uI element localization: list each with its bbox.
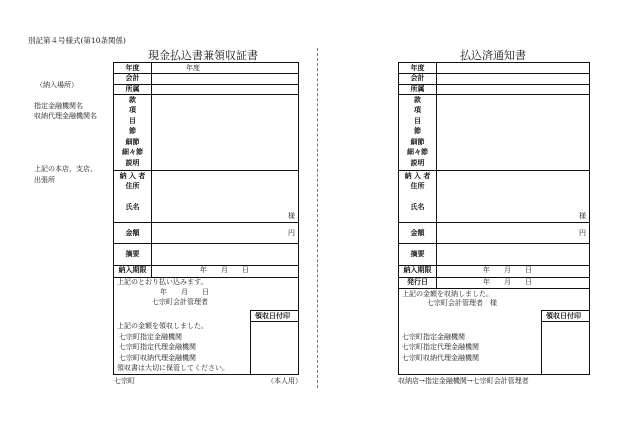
left-form-title: 現金払込書兼領収証書	[148, 49, 258, 62]
r-designated-bank: 七宗町指定金融機関	[402, 333, 465, 341]
r-deadline-label: 納入期限	[403, 266, 432, 274]
name-label: 氏名	[125, 203, 140, 211]
agent-bank-name-label: 収納代理金融機関名	[34, 112, 97, 120]
r-explanation-label: 説明	[410, 159, 425, 167]
left-footer-copy: （本人用）	[267, 377, 302, 385]
kou-label: 項	[129, 106, 136, 114]
deadline-value: 年 月 日	[200, 266, 249, 274]
keep-receipt-note: 領収書は大切に保管してください。	[117, 364, 229, 372]
r-yen-unit: 円	[579, 229, 586, 237]
received-statement: 上記の金額を領収しました。	[117, 322, 208, 330]
issue-date-label: 発行日	[407, 278, 428, 286]
r-receipt-stamp-label: 領収日付印	[546, 312, 581, 320]
saisaisetsu-label: 細々節	[122, 148, 143, 156]
r-kou-label: 項	[414, 106, 421, 114]
summary-label: 摘要	[125, 250, 140, 258]
r-collection-agent-bank: 七宗町収納代理金融機関	[402, 354, 479, 362]
payment-statement: 上記のとおり払い込みます。	[117, 278, 208, 286]
fiscal-year-label: 年度	[125, 64, 140, 72]
right-form-table	[398, 62, 590, 375]
right-form-title: 払込済通知書	[460, 49, 526, 62]
r-name-label: 氏名	[410, 203, 425, 211]
designated-bank: 七宗町指定金融機関	[119, 333, 182, 341]
r-summary-label: 摘要	[410, 250, 425, 258]
collection-agent-bank: 七宗町収納代理金融機関	[119, 354, 196, 362]
r-payer-label: 納 入 者	[404, 172, 431, 180]
left-footer-town: 七宗町	[114, 377, 135, 385]
issue-date-value: 年 月 日	[483, 278, 532, 286]
r-department-label: 所属	[410, 85, 425, 93]
address-label: 住所	[125, 182, 140, 190]
r-setsu-label: 節	[414, 127, 421, 135]
moku-label: 目	[129, 117, 136, 125]
r-amount-label: 金額	[410, 229, 425, 237]
right-footer-route: 収納店→指定金融機関→七宗町会計管理者	[398, 377, 529, 385]
kan-label: 款	[129, 96, 136, 104]
r-designated-agent-bank: 七宗町指定代理金融機関	[402, 343, 479, 351]
r-deadline-value: 年 月 日	[483, 266, 532, 274]
receipt-stamp-label: 領収日付印	[255, 312, 290, 320]
honorific-sama: 様	[288, 212, 295, 220]
r-kan-label: 款	[414, 96, 421, 104]
cut-line	[317, 48, 318, 388]
payment-place-label: （納入場所）	[36, 81, 78, 89]
left-form-table	[113, 62, 299, 375]
amount-label: 金額	[125, 229, 140, 237]
treasurer-name: 七宗町会計管理者	[152, 298, 208, 306]
receipt-stamp-box	[250, 310, 299, 375]
r-received-statement: 上記の金額を収納しました。	[402, 290, 493, 298]
bank-name-label: 指定金融機関名	[34, 102, 83, 110]
r-treasurer-name: 七宗町会計管理者 様	[427, 299, 497, 307]
department-label: 所属	[125, 85, 140, 93]
branch-label-1: 上記の本店、支店、	[34, 165, 97, 173]
deadline-label: 納入期限	[118, 266, 147, 274]
fiscal-year-value: 年度	[186, 64, 200, 72]
payer-label: 納 入 者	[119, 172, 146, 180]
yen-unit: 円	[288, 229, 295, 237]
designated-agent-bank: 七宗町指定代理金融機関	[119, 343, 196, 351]
explanation-label: 説明	[125, 159, 140, 167]
payment-date-line: 年 月 日	[160, 288, 209, 296]
r-address-label: 住所	[410, 182, 425, 190]
r-moku-label: 目	[414, 117, 421, 125]
r-account-label: 会計	[410, 74, 425, 82]
r-saisetsu-label: 細節	[410, 138, 425, 146]
form-number-note: 別記第４号様式(第10条関係)	[28, 36, 126, 45]
r-receipt-stamp-box	[541, 310, 590, 375]
r-saisaisetsu-label: 細々節	[407, 148, 428, 156]
saisetsu-label: 細節	[125, 138, 140, 146]
account-label: 会計	[125, 74, 140, 82]
r-fiscal-year-label: 年度	[410, 64, 425, 72]
r-honorific-sama: 様	[579, 212, 586, 220]
branch-label-2: 出張所	[34, 176, 55, 184]
setsu-label: 節	[129, 127, 136, 135]
